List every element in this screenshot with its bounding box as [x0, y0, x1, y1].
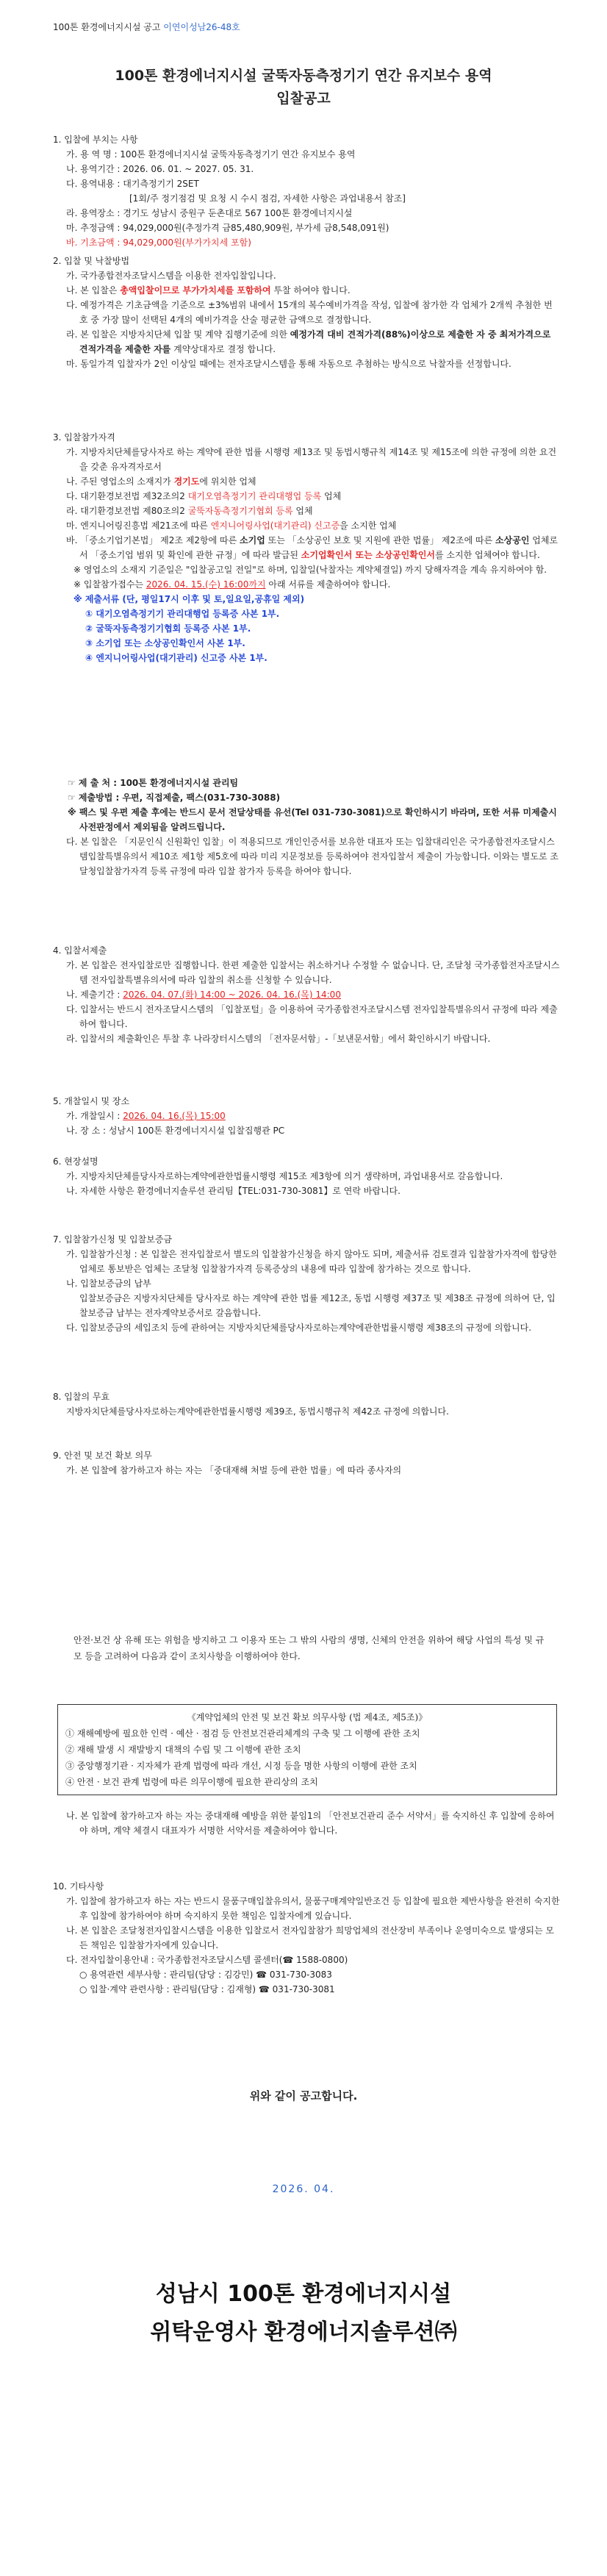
- item: 라. 대기환경보전법 제80조의2 굴뚝자동측정기기협회 등록 업체: [66, 506, 313, 516]
- box-title: 《계약업체의 안전 및 보건 확보 의무사항 (법 제4조, 제5조)》: [187, 1712, 428, 1722]
- section-8: [53, 1389, 560, 1419]
- item: 나. 입찰보증금의 납부: [66, 1278, 151, 1289]
- section-2: [53, 254, 560, 371]
- section-heading: 3. 입찰참가자격: [53, 432, 115, 443]
- docs-heading: ※ 제출서류 (단, 평일17시 이후 및 토,일요일,공휴일 제외): [73, 594, 305, 604]
- item: 나. 용역기간 : 2026. 06. 01. ~ 2027. 05. 31.: [66, 164, 254, 174]
- notice-date: 2026. 04.: [272, 2183, 335, 2195]
- item: 바. 「중소기업기본법」 제2조 제2항에 따른 소기업 또는 「소상공인 보호 및 지원에 관한 법률」 제2조에 따른 소상공인 업체로서 「중소기업 범위 및 확인에 관한 규정」에 따라 발급된 소기업확인서 또는 소상공인확인서를 소지한 업체여야 합니다.: [66, 535, 558, 560]
- signature: [0, 2275, 607, 2352]
- item: 마. 추정금액 : 94,029,000원(추정가격 금85,480,909원, 부가세 금8,548,091원): [66, 223, 389, 233]
- doc-item: ④ 엔지니어링사업(대기관리) 신고증 사본 1부.: [85, 653, 267, 663]
- signature-line-1: 성남시 100톤 환경에너지시설: [155, 2281, 452, 2307]
- item-note: [1회/주 정기점검 및 요청 시 수시 점검, 자세한 사항은 과업내용서 참조]: [129, 193, 406, 204]
- box-item: ② 재해 발생 시 재발방지 대책의 수립 및 그 이행에 관한 조치: [65, 1745, 301, 1755]
- section-3: [53, 430, 560, 665]
- section-6: [53, 1154, 560, 1198]
- item: 다. 입찰보증금의 세입조치 등에 관하여는 지방자치단체를당사자로하는계약에관한법률시행령 제38조의 규정에 의합니다.: [66, 1323, 532, 1333]
- box-item: ④ 안전 · 보건 관계 법령에 따른 의무이행에 필요한 관리상의 조치: [65, 1777, 318, 1787]
- item: 라. 입찰서의 제출확인은 투찰 후 나라장터시스템의 「전자문서함」-「보낸문서함」에서 확인하시기 바랍니다.: [66, 1034, 491, 1044]
- contact-item: ○ 입찰·계약 관련사항 : 관리팀(담당 : 김재형) ☎ 031-730-3081: [79, 1984, 335, 1994]
- item: 가. 용 역 명 : 100톤 환경에너지시설 굴뚝자동측정기기 연간 유지보수 용역: [66, 149, 356, 160]
- section-heading: 1. 입찰에 부치는 사항: [53, 135, 138, 145]
- item: 가. 본 입찰은 전자입찰로만 집행합니다. 한편 제출한 입찰서는 취소하거나 수정할 수 없습니다. 단, 조달청 국가종합전자조달시스템 전자입찰특별유의서에 따라 입찰의 취소를 신청할 수 있습니다.: [66, 960, 560, 985]
- section-7: [53, 1232, 560, 1335]
- box-item: ③ 중앙행정기관 · 지자체가 관계 법령에 따라 개선, 시정 등을 명한 사항의 이행에 관한 조치: [65, 1761, 417, 1771]
- notice-number: 이연이성남26-48호: [163, 22, 240, 32]
- doc-item: ① 대기오염측정기기 관리대행업 등록증 사본 1부.: [85, 609, 280, 619]
- item: 다. 용역내용 : 대기측정기기 2SET: [66, 179, 199, 189]
- item: 다. 예정가격은 기초금액을 기준으로 ±3%범위 내에서 15개의 복수예비가격을 작성, 입찰에 참가한 각 업체가 2개씩 추첨한 번호 중 가장 많이 선택된 4개의 예비가격을 산술 평균한 금액으로 결정합니다.: [66, 300, 553, 325]
- item: 나. 자세한 사항은 환경에너지솔루션 관리팀【TEL:031-730-3081】로 연락 바랍니다.: [66, 1186, 401, 1196]
- item: 나. 본 입찰은 조달청전자입찰시스템을 이용한 입찰로서 전자입찰참가 희망업체의 전산장비 부족이나 운영미숙으로 발생되는 모든 책임은 입찰참가자에게 있습니다.: [66, 1925, 554, 1950]
- item: 다. 대기환경보전법 제32조의2 대기오염측정기기 관리대행업 등록 업체: [66, 491, 342, 501]
- section-heading: 10. 기타사항: [53, 1881, 104, 1892]
- submit-to: ☞ 제 출 처 : 100톤 환경에너지시설 관리팀: [68, 778, 239, 788]
- section-4: [53, 943, 560, 1046]
- item: 다. 본 입찰은 「지문인식 신원확인 입찰」이 적용되므로 개인인증서를 보유한 대표자 또는 입찰대리인은 국가종합전자조달시스템입찰특별유의서 제10조 제1항 제5호에 따라 미리 지문정보를 등록하여야 전자입찰서 제출이 가능합니다. 이와는 별도로 조달청입찰참가자격 등록 규정에 따라 입찰 참가자 등록을 하여야 합니다.: [66, 837, 558, 876]
- item: 나. 본 입찰은 총액입찰이므로 부가가치세를 포함하여 투찰 하여야 합니다.: [66, 285, 351, 296]
- page-title: [0, 65, 607, 110]
- section-9: [53, 1448, 560, 1478]
- item: 라. 본 입찰은 지방자치단체 입찰 및 계약 집행기준에 의한 예정가격 대비 견적가격(88%)이상으로 제출한 자 중 최저가격으로 견적가격을 제출한 자를 계약상대자로 결정 합니다.: [66, 329, 551, 354]
- fax-note: ※ 팩스 및 우편 제출 후에는 반드시 문서 전달상태를 유선(Tel 031-730-3081)으로 확인하시기 바라며, 또한 서류 미제출시 사전판정에서 제외됨을 알려드립니다.: [68, 807, 557, 832]
- section-10: [53, 1879, 560, 1997]
- item: 가. 입찰참가신청 : 본 입찰은 전자입찰로서 별도의 입찰참가신청을 하지 않아도 되며, 제출서류 검토결과 입찰참가자격에 합당한 업체로 통보받은 업체는 조달청 입찰참가자격 등록증상의 내용에 따라 입찰에 참가하는 것으로 합니다.: [66, 1249, 557, 1274]
- header-org: 100톤 환경에너지시설 공고: [53, 22, 161, 32]
- section-9-b: [53, 1808, 560, 1838]
- section-heading: 9. 안전 및 보건 확보 의무: [53, 1450, 152, 1461]
- note: ※ 입찰참가접수는 2026. 04. 15.(수) 16:00까지 아래 서류를 제출하여야 합니다.: [73, 579, 391, 590]
- section-heading: 7. 입찰참가신청 및 입찰보증금: [53, 1234, 172, 1245]
- closing-text: 위와 같이 공고합니다.: [249, 2089, 358, 2103]
- item: 다. 입찰서는 반드시 전자조달시스템의 「입찰포털」을 이용하여 국가종합전자조달시스템 전자입찰특별유의서 규정에 따라 제출하여 합니다.: [66, 1004, 558, 1029]
- notice-header: [53, 21, 240, 33]
- item: 나. 제출기간 : 2026. 04. 07.(화) 14:00 ~ 2026. 04. 16.(목) 14:00: [66, 990, 341, 1000]
- item: 가. 개찰일시 : 2026. 04. 16.(목) 15:00: [66, 1111, 226, 1121]
- box-item: ① 재해예방에 필요한 인력 · 예산 · 점검 등 안전보건관리체계의 구축 및 그 이행에 관한 조치: [65, 1728, 420, 1739]
- item: 가. 입찰에 참가하고자 하는 자는 반드시 물품구매입찰유의서, 물품구매계약일반조건 등 입찰에 필요한 제반사항을 완전히 숙지한 후 입찰에 참가하여야 하며 숙지하지 못한 책임은 입찰자에게 있습니다.: [66, 1896, 560, 1921]
- doc-item: ③ 소기업 또는 소상공인확인서 사본 1부.: [85, 638, 245, 648]
- section-5: [53, 1094, 560, 1138]
- section-heading: 5. 개찰일시 및 장소: [53, 1096, 130, 1106]
- item: 지방자치단체를당사자로하는계약에관한법률시행령 제39조, 동법시행규칙 제42조 규정에 의합니다.: [66, 1406, 449, 1417]
- item: 나. 장 소 : 성남시 100톤 환경에너지시설 입찰집행관 PC: [66, 1126, 285, 1136]
- item: 다. 전자입찰이용안내 : 국가종합전자조달시스템 콜센터(☎ 1588-0800): [66, 1955, 348, 1965]
- item: 가. 지방자치단체를당사자로하는계약에관한법률시행령 제15조 제3항에 의거 생략하며, 과업내용서로 갈음합니다.: [66, 1171, 503, 1181]
- section-heading: 6. 현장설명: [53, 1156, 98, 1167]
- doc-item: ② 굴뚝자동측정기기협회 등록증 사본 1부.: [85, 623, 251, 634]
- item: 마. 동일가격 입찰자가 2인 이상일 때에는 전자조달시스템을 통해 자동으로 추첨하는 방식으로 낙찰자를 선정합니다.: [66, 359, 511, 369]
- note: ※ 영업소의 소재지 기준일은 "입찰공고일 전일"로 하며, 입찰일(낙찰자는 계약체결일) 까지 당해자격을 계속 유지하여야 함.: [73, 565, 547, 575]
- base-price: 바. 기초금액 : 94,029,000원(부가가치세 포함): [66, 237, 251, 248]
- item: 가. 본 입찰에 참가하고자 하는 자는 「중대재해 처벌 등에 관한 법률」에 따라 종사자의: [66, 1465, 402, 1475]
- section-heading: 2. 입찰 및 낙찰방법: [53, 256, 130, 266]
- item: 나. 주된 영업소의 소재지가 경기도에 위치한 업체: [66, 476, 256, 487]
- title-line-1: 100톤 환경에너지시설 굴뚝자동측정기기 연간 유지보수 용역: [115, 68, 492, 84]
- section-9-continued: [73, 1632, 551, 1664]
- title-line-2: 입찰공고: [276, 90, 331, 107]
- safety-duties-box: [57, 1704, 557, 1795]
- contact-item: ○ 용역관련 세부사항 : 관리팀(담당 : 김강민) ☎ 031-730-3083: [79, 1969, 332, 1980]
- item: 라. 용역장소 : 경기도 성남시 중원구 둔촌대로 567 100톤 환경에너지시설: [66, 208, 353, 218]
- signature-line-2: 위탁운영사 환경에너지솔루션㈜: [150, 2319, 457, 2345]
- item: 나. 본 입찰에 참가하고자 하는 자는 중대재해 예방을 위한 붙임1의 「안전보건관리 준수 서약서」를 숙지하신 후 입찰에 응하여야 하며, 계약 체결시 대표자가 서명한 서약서를 제출하여야 합니다.: [66, 1811, 555, 1836]
- section-heading: 8. 입찰의 무효: [53, 1392, 110, 1402]
- item: 마. 엔지니어링진흥법 제21조에 따른 엔지니어링사업(대기관리) 신고증을 소지한 업체: [66, 520, 397, 531]
- item-body: 안전·보건 상 유해 또는 위험을 방지하고 그 이용자 또는 그 밖의 사람의 생명, 신체의 안전을 위하여 해당 사업의 특성 및 규모 등을 고려하여 다음과 같이 조치사항을 이행하여야 한다.: [73, 1635, 545, 1661]
- item: 가. 국가종합전자조달시스템을 이용한 전자입찰입니다.: [66, 271, 276, 281]
- submission-info: [53, 776, 560, 879]
- section-1: [53, 132, 560, 250]
- item: 가. 지방자치단체를당사자로 하는 계약에 관한 법률 시행령 제13조 및 동법시행규칙 제14조 및 제15조에 의한 규정에 의한 요건을 갖춘 유자격자로서: [66, 447, 557, 472]
- submit-method: ☞ 제출방법 : 우편, 직접제출, 팩스(031-730-3088): [68, 793, 281, 803]
- item-body: 입찰보증금은 지방자치단체를 당사자로 하는 계약에 관한 법률 제12조, 동법 시행령 제37조 및 제38조 규정에 의하여 단, 입찰보증금 납부는 전자계약보증서로 갈음합니다.: [79, 1293, 556, 1318]
- section-heading: 4. 입찰서제출: [53, 945, 107, 956]
